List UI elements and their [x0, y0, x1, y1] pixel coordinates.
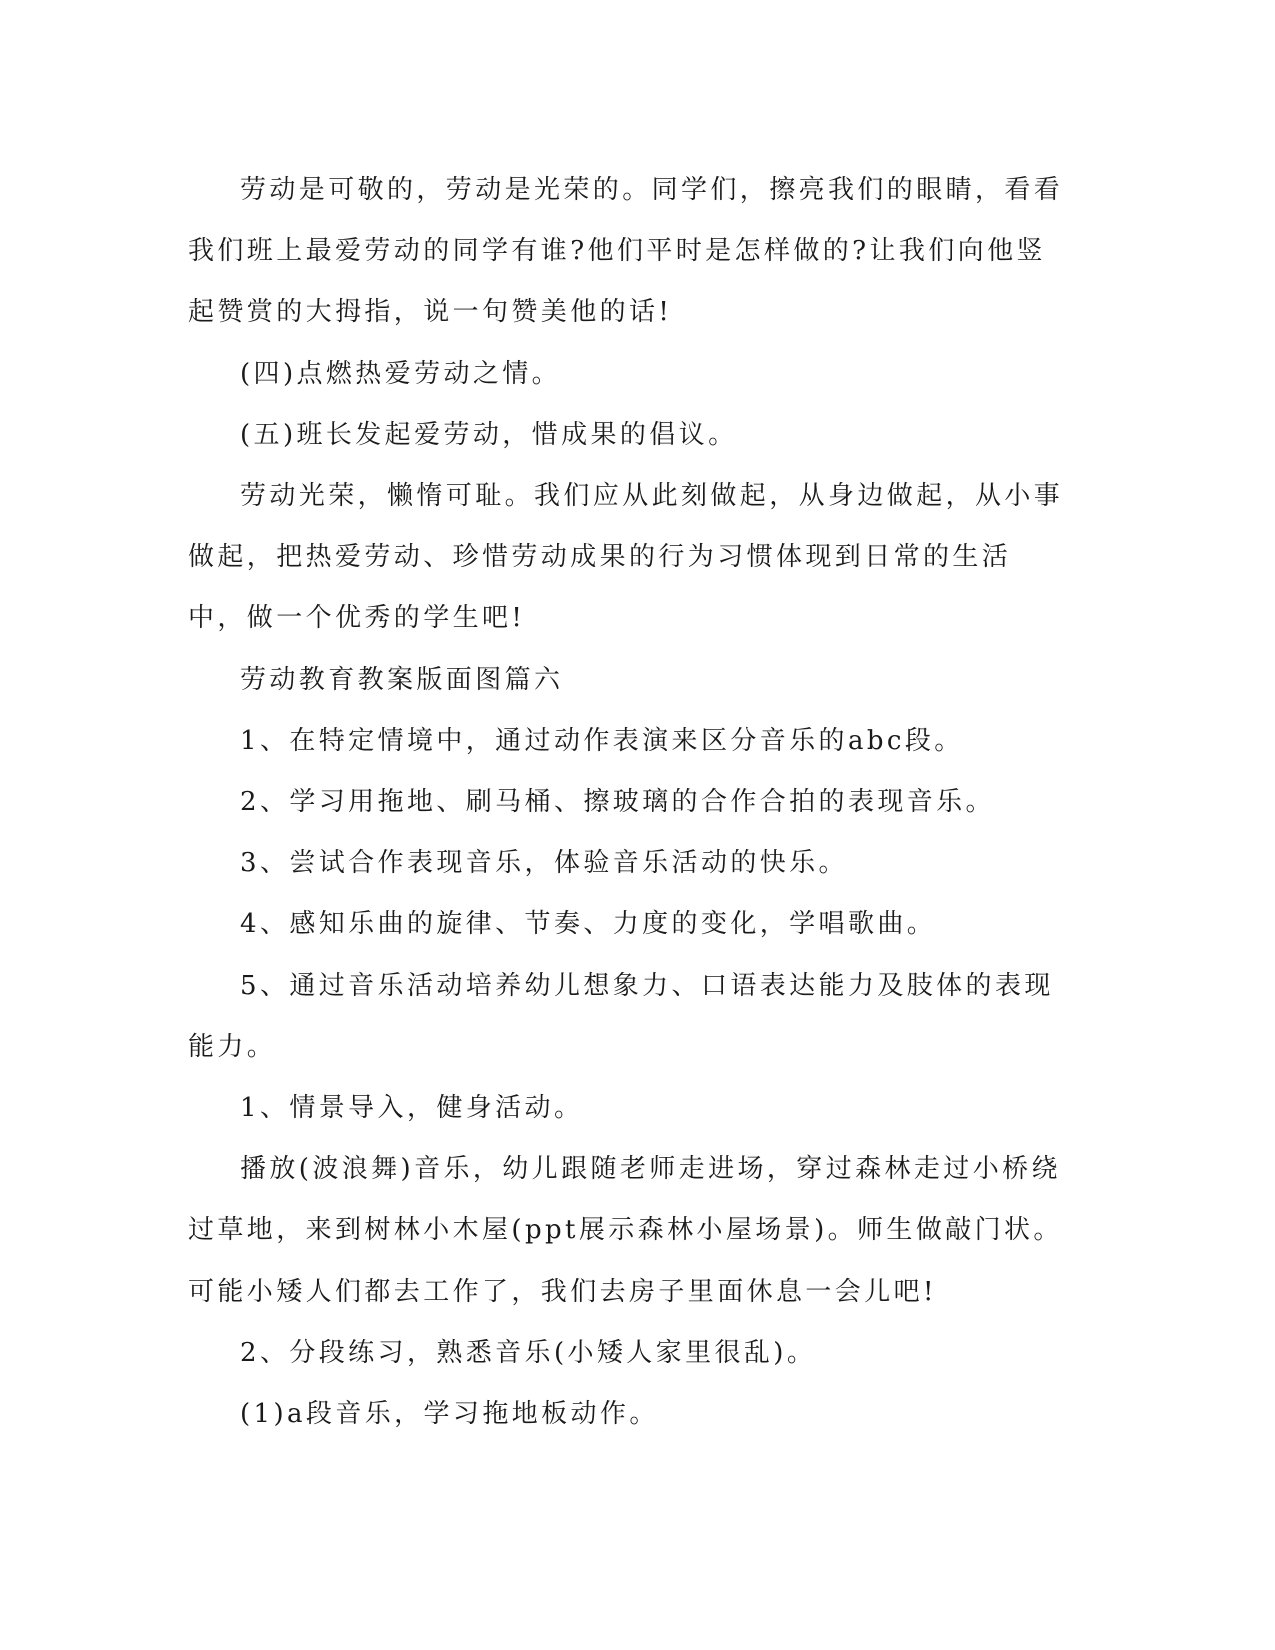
goal-item-1: 1、在特定情境中，通过动作表演来区分音乐的abc段。 [240, 725, 964, 756]
goal-item-5: 5、通过音乐活动培养幼儿想象力、口语表达能力及肢体的表现能力。 [188, 970, 1054, 1062]
goal-item-2: 2、学习用拖地、刷马桶、擦玻璃的合作合拍的表现音乐。 [240, 787, 995, 818]
paragraph-labor-glory: 劳动光荣，懒惰可耻。我们应从此刻做起，从身边做起，从小事做起，把热爱劳动、珍惜劳动成果的行为习惯体现到日常的生活中，做一个优秀的学生吧! [188, 481, 1064, 634]
paragraph-labor-respect: 劳动是可敬的，劳动是光荣的。同学们，擦亮我们的眼睛，看看我们班上最爱劳动的同学有谁?他们平时是怎样做的?让我们向他竖起赞赏的大拇指，说一句赞美他的话! [188, 175, 1064, 328]
process-step-2-sub-1: (1)a段音乐，学习拖地板动作。 [240, 1399, 659, 1430]
paragraph-section-four: (四)点燃热爱劳动之情。 [240, 358, 562, 389]
process-step-2: 2、分段练习，熟悉音乐(小矮人家里很乱)。 [240, 1337, 817, 1368]
process-step-1: 1、情景导入，健身活动。 [240, 1093, 584, 1124]
goal-item-4: 4、感知乐曲的旋律、节奏、力度的变化，学唱歌曲。 [240, 909, 937, 940]
process-step-1-detail: 播放(波浪舞)音乐，幼儿跟随老师走进场，穿过森林走过小桥绕过草地，来到树林小木屋(ppt展示森林小屋场景)。师生做敲门状。可能小矮人们都去工作了，我们去房子里面休息一会儿吧! [188, 1154, 1063, 1307]
paragraph-section-five: (五)班长发起爱劳动，惜成果的倡议。 [240, 419, 738, 450]
section-heading: 劳动教育教案版面图篇六 [240, 664, 564, 695]
goal-item-3: 3、尝试合作表现音乐，体验音乐活动的快乐。 [240, 848, 848, 879]
body-text [188, 160, 1068, 1445]
